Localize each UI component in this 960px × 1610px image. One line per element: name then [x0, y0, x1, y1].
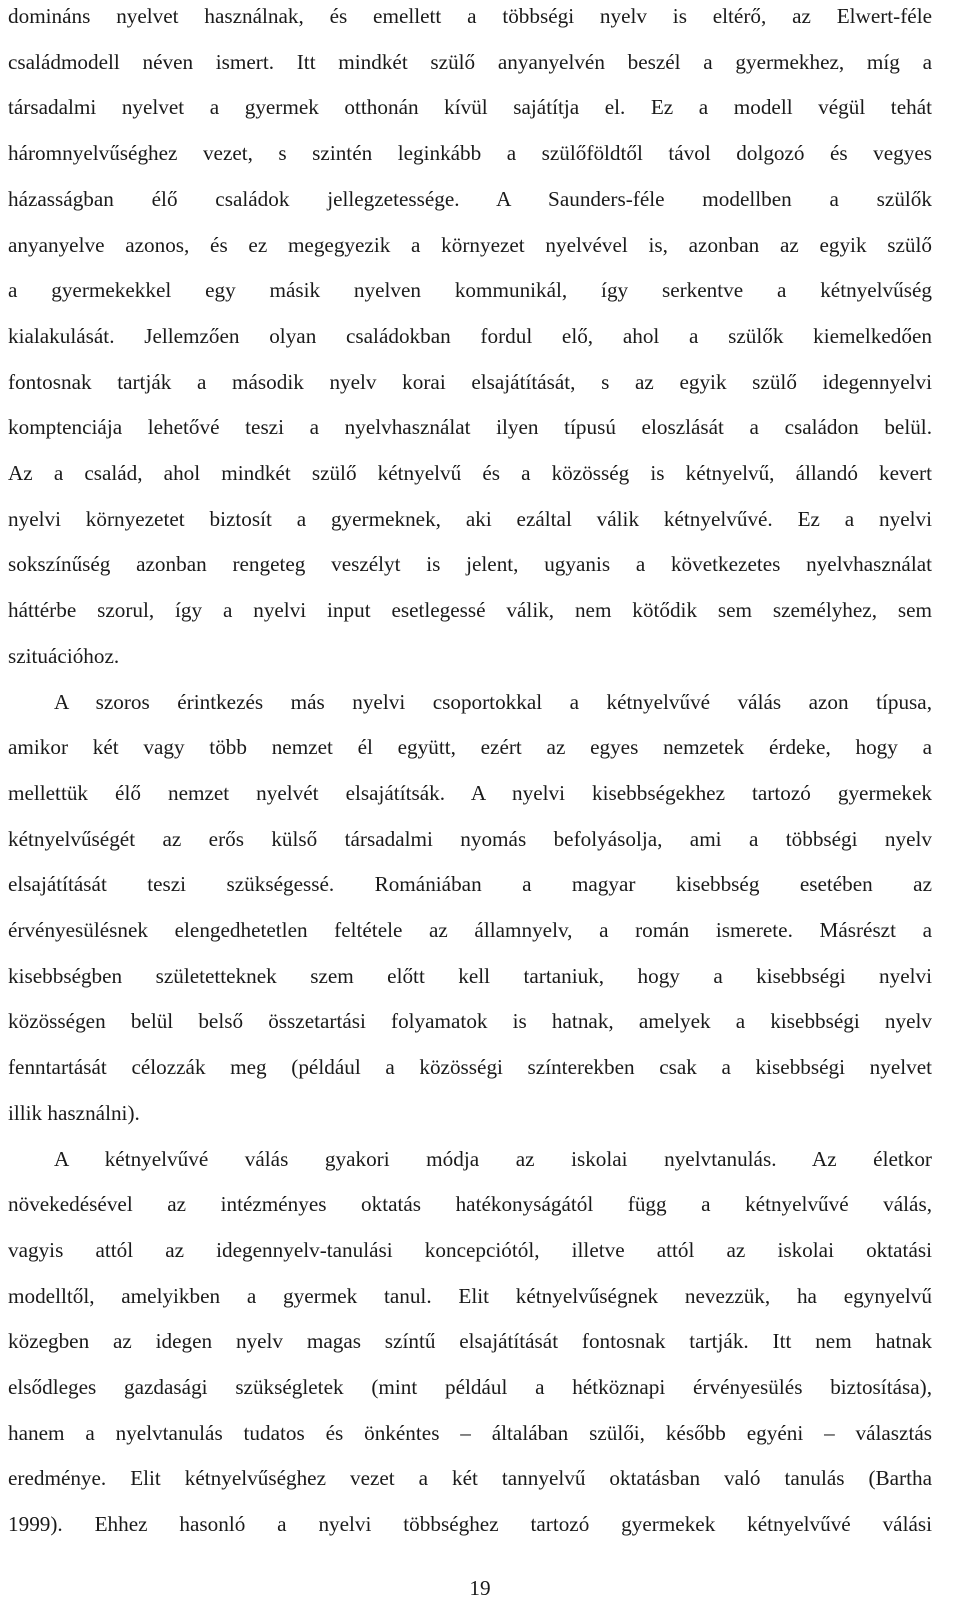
text-line: modelltől, amelyikben a gyermek tanul. Elit kétnyelvűségnek nevezzük, ha egynyelvű	[8, 1283, 932, 1308]
text-line: érvényesülésnek elengedhetetlen feltétele az államnyelv, a román ismerete. Másrészt a	[8, 918, 932, 942]
text-line: a gyermekekkel egy másik nyelven kommunikál, így serkentve a kétnyelvűség	[8, 278, 932, 303]
text-line: elsajátítását teszi szükségessé. Romániában a magyar kisebbség esetében az	[8, 872, 932, 897]
text-line: fenntartását célozzák meg (például a közösségi színterekben csak a kisebbségi nyelvet	[8, 1055, 932, 1080]
page-number: 19	[469, 1576, 491, 1600]
text-line: növekedésével az intézményes oktatás hatékonyságától függ a kétnyelvűvé válás,	[8, 1192, 932, 1217]
text-line: házasságban élő családok jellegzetessége. A Saunders-féle modellben a szülők	[8, 186, 932, 211]
text-line: társadalmi nyelvet a gyermek otthonán kívül sajátítja el. Ez a modell végül tehát	[8, 95, 932, 120]
text-line: kétnyelvűségét az erős külső társadalmi nyomás befolyásolja, ami a többségi nyelv	[8, 826, 932, 851]
text-line: illik használni).	[8, 1100, 140, 1125]
text-line: háttérbe szorul, így a nyelvi input esetlegessé válik, nem kötődik sem személyhez, sem	[8, 598, 932, 623]
text-line: mellettük élő nemzet nyelvét elsajátítsák. A nyelvi kisebbségekhez tartozó gyermekek	[8, 780, 932, 805]
text-line: szituációhoz.	[8, 643, 120, 668]
text-line: A szoros érintkezés más nyelvi csoportokkal a kétnyelvűvé válás azon típusa,	[54, 689, 932, 714]
text-line: domináns nyelvet használnak, és emellett a többségi nyelv is eltérő, az Elwert-féle	[8, 4, 932, 28]
text-line: komptenciája lehetővé teszi a nyelvhasználat ilyen típusú eloszlását a családon belül.	[8, 415, 932, 440]
text-line: sokszínűség azonban rengeteg veszélyt is jelent, ugyanis a következetes nyelvhasználat	[8, 552, 932, 577]
text-line: 1999). Ehhez hasonló a nyelvi többséghez tartozó gyermekek kétnyelvűvé válási	[8, 1512, 932, 1537]
text-line: háromnyelvűséghez vezet, s szintén leginkább a szülőföldtől távol dolgozó és vegyes	[8, 141, 932, 166]
text-line: közegben az idegen nyelv magas színtű elsajátítását fontosnak tartják. Itt nem hatnak	[8, 1329, 932, 1354]
text-line: amikor két vagy több nemzet él együtt, ezért az egyes nemzetek érdeke, hogy a	[8, 735, 932, 760]
text-line: eredménye. Elit kétnyelvűséghez vezet a két tannyelvű oktatásban való tanulás (Bartha	[8, 1466, 932, 1491]
text-line: közösségen belül belső összetartási folyamatok is hatnak, amelyek a kisebbségi nyelv	[8, 1009, 932, 1034]
text-line: kisebbségben születetteknek szem előtt kell tartaniuk, hogy a kisebbségi nyelvi	[8, 963, 932, 988]
text-line: nyelvi környezetet biztosít a gyermeknek, aki ezáltal válik kétnyelvűvé. Ez a nyelvi	[8, 506, 932, 531]
text-line: Az a család, ahol mindkét szülő kétnyelvű és a közösség is kétnyelvű, állandó kevert	[8, 461, 932, 485]
text-line: elsődleges gazdasági szükségletek (mint például a hétköznapi érvényesülés biztosítása),	[8, 1375, 932, 1399]
text-line: családmodell néven ismert. Itt mindkét szülő anyanyelvén beszél a gyermekhez, míg a	[8, 49, 932, 74]
text-line: kialakulását. Jellemzően olyan családokban fordul elő, ahol a szülők kiemelkedően	[8, 323, 932, 348]
text-line: anyanyelve azonos, és ez megegyezik a környezet nyelvével is, azonban az egyik szülő	[8, 232, 932, 257]
text-line: A kétnyelvűvé válás gyakori módja az iskolai nyelvtanulás. Az életkor	[54, 1146, 932, 1171]
text-line: vagyis attól az idegennyelv-tanulási koncepciótól, illetve attól az iskolai oktatási	[8, 1237, 932, 1262]
text-line: fontosnak tartják a második nyelv korai elsajátítását, s az egyik szülő idegennyelvi	[8, 369, 932, 394]
text-line: hanem a nyelvtanulás tudatos és önkéntes – általában szülői, később egyéni – választás	[8, 1420, 932, 1445]
